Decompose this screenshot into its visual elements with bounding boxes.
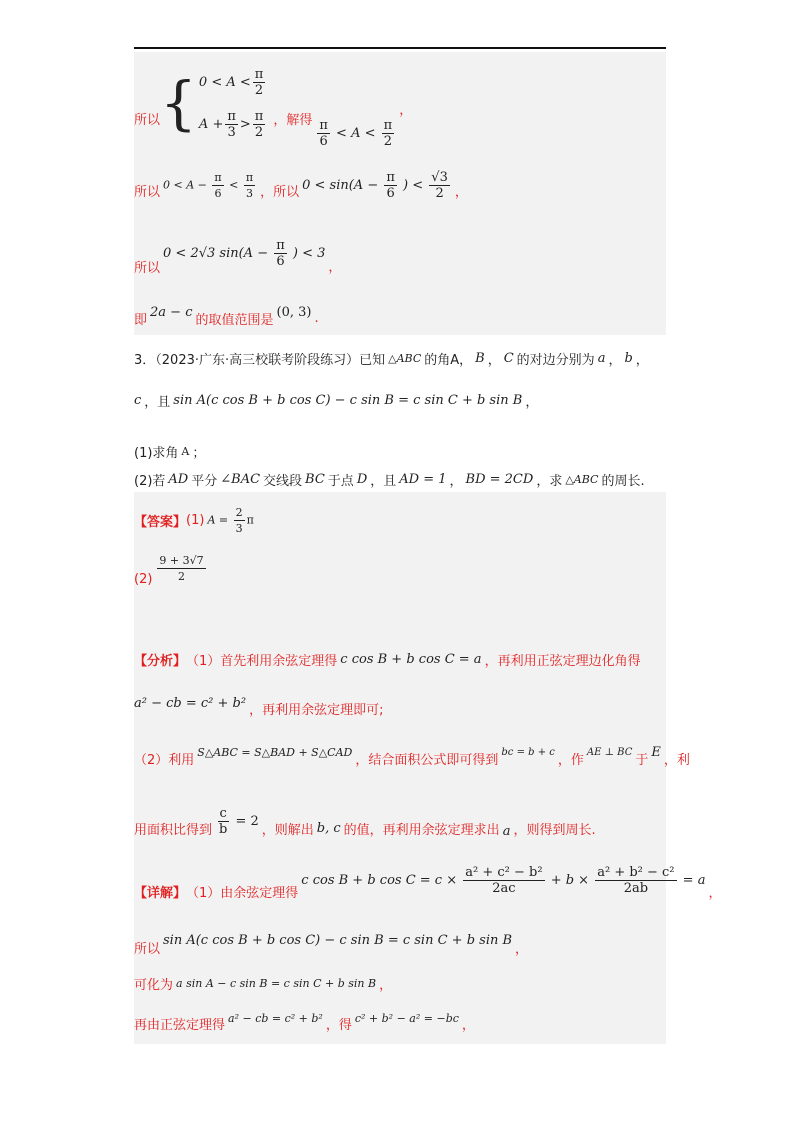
analysis-m1: c cos B + b cos C = a: [340, 651, 482, 667]
system-line: [134, 58, 412, 148]
analysis-t10: ，则解出: [261, 822, 314, 838]
var-B: B: [475, 350, 485, 366]
left-brace: {: [160, 69, 197, 137]
frac-num: 9 + 3√7: [159, 553, 204, 567]
analysis-line-2: [134, 690, 383, 716]
detail-line-4: [134, 1003, 475, 1033]
sub2-b: 平分: [191, 473, 218, 489]
frac-num: π: [227, 108, 236, 124]
comma: ，: [449, 473, 463, 489]
ineq-3-b: ) < 3: [292, 245, 326, 261]
seg-AD: AD: [168, 471, 189, 487]
sub2-g: 的周长.: [601, 473, 645, 489]
c-b-rhs: = 2: [235, 813, 259, 829]
frac-den: 6: [386, 185, 395, 201]
detail-m2: sin A(c cos B + b cos C) − c sin B = c sin C + b sin B: [163, 932, 513, 948]
suoyi-label: 所以: [134, 112, 161, 128]
header-rule: [134, 47, 666, 49]
q3-qie: ，且: [144, 394, 171, 410]
ji-range: (0, 3): [276, 304, 312, 320]
q3-intro2: 的角A，: [424, 352, 473, 368]
detail-line-2: [134, 925, 528, 955]
solution-shade-bottom: [134, 492, 666, 1044]
analysis-tag: 【分析】: [134, 653, 187, 669]
analysis-m7: b, c: [316, 820, 341, 836]
analysis-t5: ，结合面积公式即可得到: [355, 752, 499, 768]
detail-line-3: [134, 972, 392, 994]
jiede-label: ，解得: [273, 112, 313, 128]
system-row-2: [199, 109, 267, 139]
pi-symbol: π: [246, 513, 254, 526]
frac-den: 2: [435, 185, 444, 201]
comma: ，: [708, 885, 722, 901]
answer-a-lhs: A =: [207, 513, 229, 526]
detail-cosine: [301, 865, 705, 896]
analysis-t1: （1）首先利用余弦定理得: [186, 653, 338, 669]
frac-num: a² + c² − b²: [465, 864, 543, 880]
frac-num: π: [319, 117, 328, 133]
sub1-end: ；: [192, 445, 206, 461]
line-2: [134, 160, 468, 210]
frac-num: 2: [235, 505, 243, 519]
pi-over-6: [274, 238, 287, 269]
analysis-t8: ，利: [663, 752, 690, 768]
sub1-text: (1)求角: [134, 445, 179, 461]
frac-num: a² + b² − c²: [597, 864, 675, 880]
suoyi-2-label: ，所以: [260, 184, 300, 200]
period: .: [314, 310, 319, 326]
cosC-frac: [595, 865, 676, 896]
suoyi-label: 所以: [134, 260, 161, 276]
point-E: E: [651, 744, 661, 760]
c-b-frac: [217, 806, 229, 837]
detail-m3: a sin A − c sin B = c sin C + b sin B: [176, 976, 377, 990]
var-A: A: [181, 444, 190, 458]
analysis-t3: ，再利用余弦定理即可;: [249, 702, 384, 718]
kehua-label: 可化为: [134, 977, 174, 993]
sub2-e: ，且: [370, 473, 397, 489]
answer-line-2: [134, 548, 211, 588]
var-C: C: [503, 350, 514, 366]
suoyi-label: 所以: [134, 184, 161, 200]
ineq-1: [163, 170, 257, 201]
comma: ，: [525, 394, 539, 410]
pi-over-6: [384, 170, 397, 201]
frac-num: π: [214, 170, 222, 184]
frac-den: 2ac: [492, 880, 516, 896]
pi-over-6: [317, 118, 330, 149]
frac-num: π: [383, 117, 393, 133]
ineq-1-a: 0 < A −: [163, 178, 207, 191]
cosB-frac: [463, 865, 544, 896]
q3-sub2: [134, 468, 645, 490]
ji-label: 即: [134, 312, 148, 328]
de-label: ，得: [325, 1017, 352, 1033]
frac-num: √3: [431, 169, 448, 185]
range-mid: < A <: [336, 125, 376, 141]
two-thirds: [234, 505, 245, 536]
detail-plus-b: + b ×: [550, 872, 590, 888]
ineq-1-b: <: [229, 178, 239, 191]
frac-den: 3: [227, 124, 236, 140]
detail-tag: 【详解】: [134, 885, 187, 901]
suoyi-label: 所以: [134, 941, 161, 957]
triangle-abc: △ABC: [388, 351, 422, 365]
var-c: c: [134, 392, 142, 408]
frac-den: b: [219, 821, 228, 837]
frac-den: 2: [254, 124, 264, 140]
analysis-t11: 的值，再利用余弦定理求出: [343, 822, 500, 838]
q3-equation: sin A(c cos B + b cos C) − c sin B = c sin C + b sin B: [173, 392, 523, 408]
analysis-t4: （2）利用: [134, 752, 195, 768]
line-3: [134, 228, 341, 278]
detail-line-1: [134, 856, 721, 904]
comma: ，: [454, 184, 468, 200]
answer-p1: (1): [186, 512, 205, 528]
frac-num: π: [386, 169, 395, 185]
ineq-2: [302, 170, 452, 201]
analysis-m4: bc = b + c: [501, 746, 555, 758]
frac-num: π: [254, 66, 264, 82]
q3-intro: 3．（2023·广东·高三校联考阶段练习）已知: [134, 352, 386, 368]
ineq-2-b: ) <: [403, 177, 424, 193]
angle-BAC: ∠BAC: [220, 471, 261, 487]
analysis-line-3: [134, 738, 690, 768]
var-a: a: [502, 823, 511, 839]
answer-p2: (2): [134, 571, 153, 587]
analysis-m2: a² − cb = c² + b²: [134, 695, 247, 711]
comma: ，: [399, 102, 413, 118]
point-D: D: [356, 471, 368, 487]
analysis-m3: S△ABC = S△BAD + S△CAD: [197, 745, 353, 759]
answer-line-1: [134, 502, 257, 538]
comma: ，: [515, 941, 529, 957]
sub2-f: ，求: [536, 473, 563, 489]
sub2-c: 交线段: [263, 473, 303, 489]
pi-over-2: [253, 109, 266, 140]
comma: ，: [379, 977, 393, 993]
analysis-line-4: [134, 802, 596, 840]
detail-t1: （1）由余弦定理得: [186, 885, 299, 901]
comma: ，: [487, 352, 501, 368]
line-4: [134, 298, 319, 326]
ineq-3-a: 0 < 2√3 sin(A −: [163, 245, 269, 261]
comma: ，: [635, 352, 649, 368]
analysis-t9: 用面积比得到: [134, 822, 213, 838]
triangle-abc: △ABC: [565, 472, 599, 486]
analysis-m5: AE ⊥ BC: [586, 746, 633, 758]
sqrt3-over-2: [429, 170, 450, 201]
detail-m1: c cos B + b cos C = c ×: [301, 872, 458, 888]
frac-den: 3: [235, 521, 243, 535]
frac-num: π: [276, 237, 285, 253]
ji-expr: 2a − c: [150, 304, 193, 320]
comma: ，: [608, 352, 622, 368]
q3-line-1: [134, 347, 649, 369]
analysis-t6: ，作: [557, 752, 584, 768]
perimeter-frac: [157, 553, 205, 584]
frac-den: 6: [319, 133, 328, 149]
frac-den: 2: [178, 569, 186, 583]
pi-over-3: [244, 170, 255, 201]
pi-over-6: [212, 170, 223, 201]
sub2-a: (2)若: [134, 473, 166, 489]
pi-over-2: [253, 67, 266, 98]
cond-BD: BD = 2CD: [465, 471, 534, 487]
frac-den: 2ab: [623, 880, 649, 896]
range-result: [315, 118, 396, 149]
inequality-system: [199, 67, 267, 139]
pi-over-3: [225, 109, 238, 140]
frac-den: 3: [245, 186, 253, 200]
var-b: b: [624, 350, 633, 366]
ineq-2-a: 0 < sin(A −: [302, 177, 379, 193]
answer-a-eq: [207, 505, 253, 536]
answer-tag: 【答案】: [134, 514, 187, 530]
frac-num: π: [245, 170, 254, 184]
frac-den: 6: [214, 186, 222, 200]
comma: ，: [461, 1017, 475, 1033]
answer-perimeter: [155, 553, 207, 584]
frac-den: 2: [254, 82, 264, 98]
system-row-1: [199, 67, 267, 97]
q3-sub1: [134, 440, 205, 462]
zaiyou-label: 再由正弦定理得: [134, 1017, 226, 1033]
analysis-line-1: [134, 648, 641, 670]
cond-AD1: AD = 1: [399, 471, 447, 487]
detail-m4: a² − cb = c² + b²: [228, 1011, 323, 1025]
frac-num: c: [219, 805, 227, 821]
ineq-3: [163, 238, 325, 269]
q3-line-2: [134, 388, 538, 412]
frac-den: 2: [383, 133, 393, 149]
sys-row2-b: >: [239, 116, 251, 132]
detail-eq-a: = a: [682, 872, 706, 888]
q3-intro3: 的对边分别为: [516, 352, 595, 368]
sys-row2-a: A +: [198, 116, 224, 132]
var-a: a: [597, 350, 606, 366]
comma: ，: [328, 259, 342, 275]
analysis-t12: ，则得到周长.: [513, 822, 596, 838]
detail-m5: c² + b² − a² = −bc: [354, 1011, 459, 1025]
c-over-b: [215, 806, 259, 837]
sys-row1-expr: 0 < A <: [198, 74, 251, 90]
analysis-t2: ，再利用正弦定理边化角得: [484, 653, 641, 669]
sub2-d: 于点: [327, 473, 354, 489]
pi-over-2: [382, 118, 395, 149]
frac-num: π: [254, 108, 264, 124]
seg-BC: BC: [305, 471, 325, 487]
ji-text: 的取值范围是: [195, 312, 274, 328]
frac-den: 6: [276, 253, 285, 269]
analysis-t7: 于: [635, 752, 649, 768]
